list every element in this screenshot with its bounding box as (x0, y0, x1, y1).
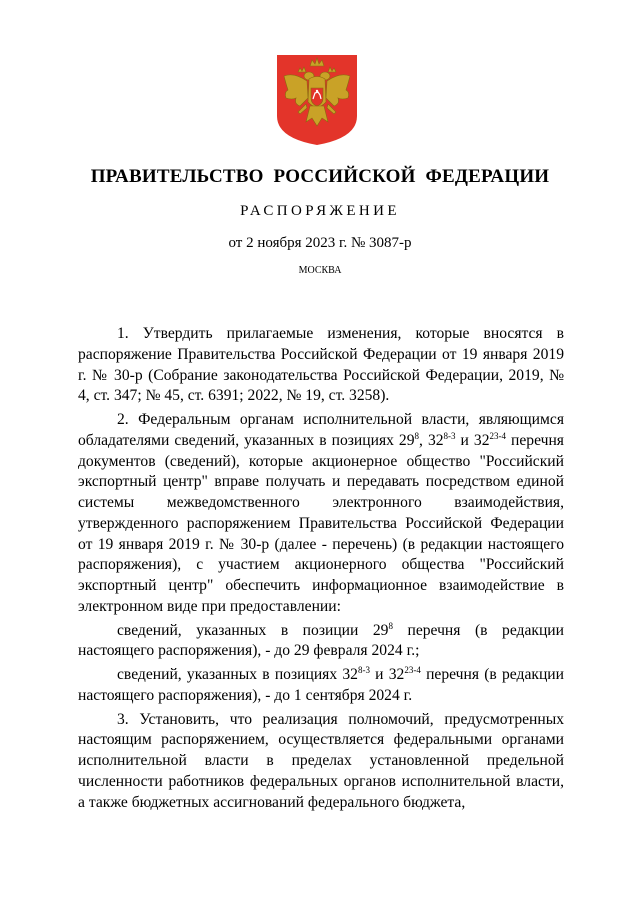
document-body (78, 324, 564, 813)
document-type: РАСПОРЯЖЕНИЕ (240, 203, 400, 219)
paragraph-2: 2. Федеральным органам исполнительной власти, являющимся обладателями сведений, указанных в позициях $29^8$, 32$^{8-3}$ и 32$^{23-4}$ перечня документов (сведений), которые акционерное общество "Российский экспортный центр" вправе получать и передавать посредством единой системы межведомственного электронного взаимодействия, утвержденного распоряжением Правительства Российской Федерации от 19 января 2019 г. № 30-р (далее - перечень) (в редакции настоящего распоряжения), с участием акционерного общества "Российский экспортный центр" обеспечить информационное взаимодействие в электронном виде при предоставлении: (78, 411, 564, 615)
document-city: МОСКВА (298, 265, 342, 276)
document-date-number: от 2 ноября 2023 г. № 3087-р (228, 235, 412, 251)
coat-of-arms-icon (276, 54, 358, 146)
paragraph-1: 1. Утвердить прилагаемые изменения, которые вносятся в распоряжение Правительства Российской Федерации от 19 января 2019 г. № 30-р (Собрание законодательства Российской Федерации, 2019, № 4, ст. 347; № 45, ст. 6391; 2022, № 19, ст. 3258). (78, 325, 564, 405)
paragraph-2-item-1: сведений, указанных в позиции $29^8$ перечня (в редакции настоящего распоряжения), - до 29 февраля 2024 г.; (78, 620, 564, 660)
government-title: ПРАВИТЕЛЬСТВО РОССИЙСКОЙ ФЕДЕРАЦИИ (90, 166, 550, 187)
paragraph-3: 3. Установить, что реализация полномочий, предусмотренных настоящим распоряжением, осуществляется федеральными органами исполнительной власти в пределах установленной предельной численности работников федеральных органов исполнительной власти, а также бюджетных ассигнований федерального бюджета, (78, 710, 564, 811)
paragraph-2-item-2: сведений, указанных в позициях 32$^{8-3}$ и 32$^{23-4}$ перечня (в редакции настоящего распоряжения), - до 1 сентября 2024 г. (78, 664, 564, 704)
